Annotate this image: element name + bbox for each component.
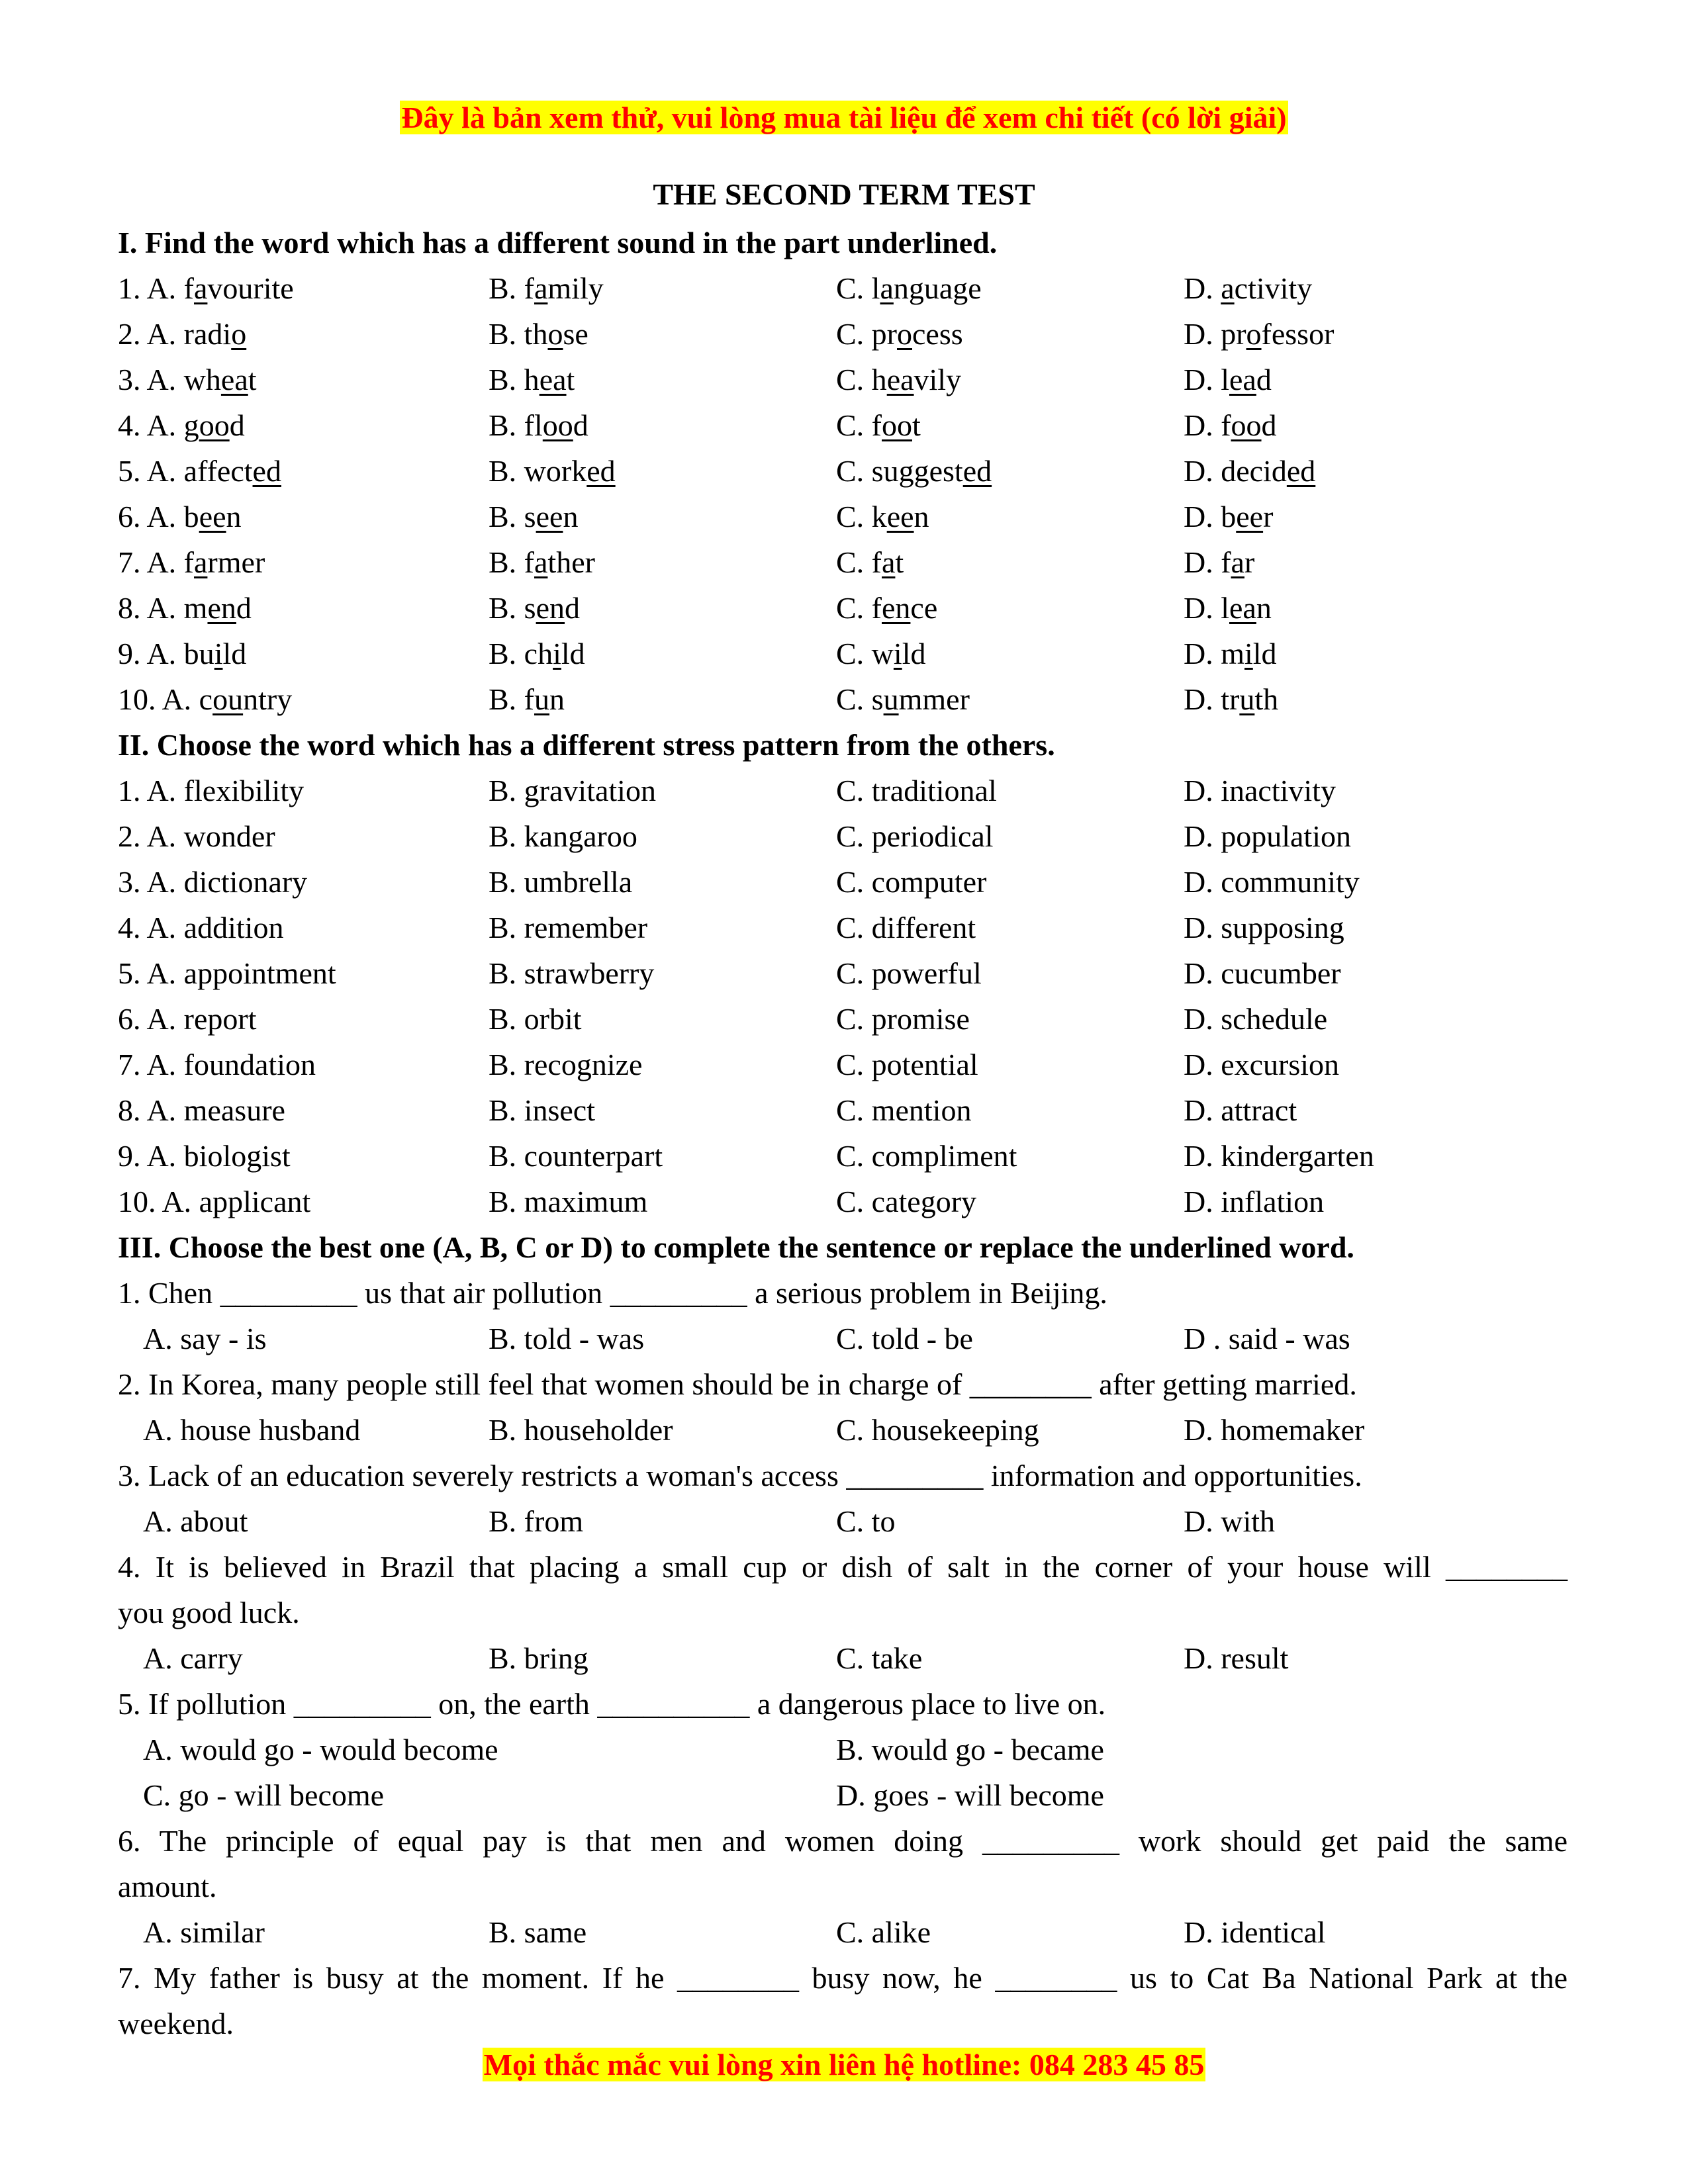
section1-option: D. lean (1184, 591, 1272, 625)
section2-rows (118, 768, 1568, 1224)
question-3-options (118, 1498, 1568, 1544)
section1-row-2 (118, 311, 1568, 357)
section2-option: B. recognize (489, 1048, 643, 1081)
question-6-options (118, 1909, 1568, 1955)
section2-option: C. different (836, 911, 976, 944)
question-5-option-a: A. would go - would become (143, 1733, 498, 1766)
underlined-part: ea (1229, 363, 1256, 396)
underlined-part: a (1231, 545, 1244, 579)
section1-option: D. activity (1184, 271, 1313, 305)
section2-option: C. category (836, 1185, 977, 1218)
underlined-part: o (547, 317, 563, 351)
section1-option: B. father (489, 545, 595, 579)
section1-option: 5. A. affected (118, 454, 281, 488)
underlined-part: u (534, 682, 549, 716)
underlined-part: a (534, 545, 548, 579)
section2-option: 1. A. flexibility (118, 774, 305, 807)
underlined-part: ee (1236, 500, 1264, 533)
section2-row-4 (118, 905, 1568, 950)
section2-option: 8. A. measure (118, 1093, 285, 1127)
preview-banner (0, 99, 1688, 136)
answer-option: A. carry (143, 1641, 243, 1675)
underlined-part: i (1244, 637, 1253, 670)
section2-option: B. maximum (489, 1185, 648, 1218)
section1-option: B. flood (489, 408, 588, 442)
section1-row-10 (118, 676, 1568, 722)
underlined-part: ee (536, 500, 563, 533)
question-3: 3. Lack of an education severely restricts a woman's access _________ information and opportunities. (118, 1459, 1362, 1492)
underlined-part: ed (1286, 454, 1316, 488)
section2-option: C. promise (836, 1002, 970, 1036)
underlined-part: ea (220, 363, 248, 396)
section2-option: C. potential (836, 1048, 978, 1081)
section2-option: C. powerful (836, 956, 982, 990)
section2-option: D. community (1184, 865, 1360, 899)
question-1: 1. Chen _________ us that air pollution _________ a serious problem in Beijing. (118, 1276, 1107, 1310)
section1-option: C. fat (836, 545, 904, 579)
section1-option: 6. A. been (118, 500, 242, 533)
underlined-part: a (534, 271, 548, 305)
underlined-part: o (897, 317, 912, 351)
section1-row-9 (118, 631, 1568, 676)
section1-option: C. foot (836, 408, 921, 442)
question-5-options-row-1 (118, 1727, 1568, 1772)
section1-option: C. wild (836, 637, 926, 670)
underlined-part: oo (199, 408, 230, 442)
section2-option: C. mention (836, 1093, 972, 1127)
section2-option: D. excursion (1184, 1048, 1340, 1081)
section2-option: D. attract (1184, 1093, 1297, 1127)
section1-option: D. truth (1184, 682, 1279, 716)
section2-row-2 (118, 813, 1568, 859)
section1-rows (118, 265, 1568, 722)
test-title: THE SECOND TERM TEST (653, 177, 1035, 211)
answer-option: A. say - is (143, 1322, 267, 1355)
underlined-part: u (883, 682, 899, 716)
underlined-part: ea (886, 363, 914, 396)
answer-option: B. told - was (489, 1322, 645, 1355)
section2-option: D. schedule (1184, 1002, 1328, 1036)
section2-option: D. supposing (1184, 911, 1344, 944)
question-6-line-2: amount. (118, 1870, 217, 1903)
section2-option: B. strawberry (489, 956, 655, 990)
section2-row-8 (118, 1087, 1568, 1133)
section1-option: B. fun (489, 682, 565, 716)
question-5-options-row-2 (118, 1772, 1568, 1818)
underlined-part: i (553, 637, 561, 670)
section2-option: C. compliment (836, 1139, 1017, 1173)
answer-option: D. with (1184, 1504, 1275, 1538)
question-5: 5. If pollution _________ on, the earth __________ a dangerous place to live on. (118, 1687, 1106, 1721)
section1-option: D. decided (1184, 454, 1316, 488)
preview-banner-text: Đây là bản xem thử, vui lòng mua tài liệu để xem chi tiết (có lời giải) (401, 101, 1287, 134)
underlined-part: o (231, 317, 247, 351)
section1-option: 9. A. build (118, 637, 247, 670)
underlined-part: oo (542, 408, 573, 442)
section3-heading: III. Choose the best one (A, B, C or D) to complete the sentence or replace the underlined word. (118, 1230, 1354, 1264)
section2-option: 5. A. appointment (118, 956, 336, 990)
section2-option: 7. A. foundation (118, 1048, 316, 1081)
section2-option: B. remember (489, 911, 648, 944)
section2-option: C. traditional (836, 774, 997, 807)
section1-heading: I. Find the word which has a different sound in the part underlined. (118, 226, 998, 259)
section1-option: 7. A. farmer (118, 545, 265, 579)
underlined-part: en (207, 591, 236, 625)
section2-row-7 (118, 1042, 1568, 1087)
section2-option: B. gravitation (489, 774, 656, 807)
section1-option: B. those (489, 317, 588, 351)
section1-option: D. professor (1184, 317, 1335, 351)
section1-option: B. seen (489, 500, 579, 533)
question-2: 2. In Korea, many people still feel that women should be in charge of ________ after getting married. (118, 1367, 1357, 1401)
section2-option: 9. A. biologist (118, 1139, 291, 1173)
answer-option: C. to (836, 1504, 896, 1538)
answer-option: A. similar (143, 1915, 265, 1949)
section1-option: B. send (489, 591, 581, 625)
answer-option: B. from (489, 1504, 584, 1538)
section2-option: D. inflation (1184, 1185, 1325, 1218)
section1-option: B. family (489, 271, 604, 305)
underlined-part: ee (886, 500, 914, 533)
underlined-part: o (1246, 317, 1262, 351)
answer-option: A. about (143, 1504, 248, 1538)
test-content (118, 220, 1568, 2046)
section2-option: C. computer (836, 865, 987, 899)
section1-option: D. food (1184, 408, 1277, 442)
answer-option: D. homemaker (1184, 1413, 1365, 1447)
question-7-line-2: weekend. (118, 2007, 234, 2040)
section1-option: D. far (1184, 545, 1255, 579)
section1-option: B. child (489, 637, 585, 670)
section1-row-7 (118, 539, 1568, 585)
question-5-option-d: D. goes - will become (836, 1778, 1104, 1812)
section1-option: B. heat (489, 363, 575, 396)
section2-option: D. population (1184, 819, 1351, 853)
question-7-line-1: 7. My father is busy at the moment. If he ________ busy now, he ________ us to Cat Ba National Park at the (118, 1961, 1568, 1995)
section2-row-9 (118, 1133, 1568, 1179)
underlined-part: ed (962, 454, 992, 488)
section2-heading: II. Choose the word which has a different stress pattern from the others. (118, 728, 1055, 762)
section2-row-1 (118, 768, 1568, 813)
underlined-part: a (1221, 271, 1235, 305)
section1-option: D. mild (1184, 637, 1277, 670)
section2-row-5 (118, 950, 1568, 996)
section2-option: 4. A. addition (118, 911, 284, 944)
section1-row-4 (118, 402, 1568, 448)
question-5-option-c: C. go - will become (143, 1778, 385, 1812)
underlined-part: oo (1231, 408, 1262, 442)
section1-option: C. process (836, 317, 963, 351)
underlined-part: ee (199, 500, 226, 533)
section1-option: 10. A. country (118, 682, 293, 716)
section2-row-3 (118, 859, 1568, 905)
answer-option: C. told - be (836, 1322, 973, 1355)
section1-option: C. suggested (836, 454, 992, 488)
answer-option: D. result (1184, 1641, 1289, 1675)
section1-row-6 (118, 494, 1568, 539)
question-5-option-b: B. would go - became (836, 1733, 1104, 1766)
underlined-part: i (214, 637, 223, 670)
underlined-part: ea (1229, 591, 1256, 625)
section1-option: C. heavily (836, 363, 962, 396)
question-1-options (118, 1316, 1568, 1361)
answer-option: B. same (489, 1915, 587, 1949)
section1-row-1 (118, 265, 1568, 311)
question-4-options (118, 1635, 1568, 1681)
underlined-part: ed (586, 454, 616, 488)
section2-option: D. inactivity (1184, 774, 1336, 807)
underlined-part: a (882, 545, 896, 579)
section2-option: 10. A. applicant (118, 1185, 311, 1218)
section2-option: B. insect (489, 1093, 595, 1127)
section2-option: 3. A. dictionary (118, 865, 308, 899)
underlined-part: u (1239, 682, 1255, 716)
underlined-part: ed (252, 454, 281, 488)
hotline-footer (0, 2046, 1688, 2083)
section1-option: C. summer (836, 682, 970, 716)
section2-option: B. umbrella (489, 865, 633, 899)
answer-option: B. householder (489, 1413, 673, 1447)
underlined-part: ou (212, 682, 244, 716)
section1-option: C. fence (836, 591, 938, 625)
underlined-part: ea (539, 363, 567, 396)
question-2-options (118, 1407, 1568, 1453)
section1-row-3 (118, 357, 1568, 402)
underlined-part: a (880, 271, 894, 305)
answer-option: A. house husband (143, 1413, 361, 1447)
underlined-part: a (194, 545, 208, 579)
answer-option: D. identical (1184, 1915, 1326, 1949)
section2-option: B. kangaroo (489, 819, 637, 853)
answer-option: B. bring (489, 1641, 588, 1675)
answer-option: C. alike (836, 1915, 931, 1949)
section2-option: C. periodical (836, 819, 994, 853)
section1-option: C. language (836, 271, 982, 305)
section2-row-6 (118, 996, 1568, 1042)
section2-option: 6. A. report (118, 1002, 257, 1036)
section1-row-8 (118, 585, 1568, 631)
section1-option: C. keen (836, 500, 929, 533)
section2-option: D. kindergarten (1184, 1139, 1374, 1173)
answer-option: D . said - was (1184, 1322, 1350, 1355)
underlined-part: i (893, 637, 902, 670)
section2-option: D. cucumber (1184, 956, 1341, 990)
section1-option: 8. A. mend (118, 591, 252, 625)
section1-option: B. worked (489, 454, 616, 488)
section1-option: 2. A. radio (118, 317, 247, 351)
section1-option: 1. A. favourite (118, 271, 294, 305)
underlined-part: en (536, 591, 565, 625)
section1-option: D. lead (1184, 363, 1272, 396)
section1-option: 3. A. wheat (118, 363, 257, 396)
question-4-line-2: you good luck. (118, 1596, 300, 1629)
section1-option: D. beer (1184, 500, 1274, 533)
section1-option: 4. A. good (118, 408, 245, 442)
section2-option: B. counterpart (489, 1139, 663, 1173)
section2-option: B. orbit (489, 1002, 582, 1036)
answer-option: C. housekeeping (836, 1413, 1039, 1447)
underlined-part: a (194, 271, 208, 305)
question-4-line-1: 4. It is believed in Brazil that placing a small cup or dish of salt in the corner of your house will ________ (118, 1550, 1568, 1584)
underlined-part: oo (882, 408, 912, 442)
section2-row-10 (118, 1179, 1568, 1224)
underlined-part: en (882, 591, 911, 625)
question-6-line-1: 6. The principle of equal pay is that men and women doing _________ work should get paid the same (118, 1824, 1568, 1858)
section2-option: 2. A. wonder (118, 819, 275, 853)
answer-option: C. take (836, 1641, 923, 1675)
section1-row-5 (118, 448, 1568, 494)
hotline-text: Mọi thắc mắc vui lòng xin liên hệ hotline: 084 283 45 85 (483, 2048, 1205, 2081)
